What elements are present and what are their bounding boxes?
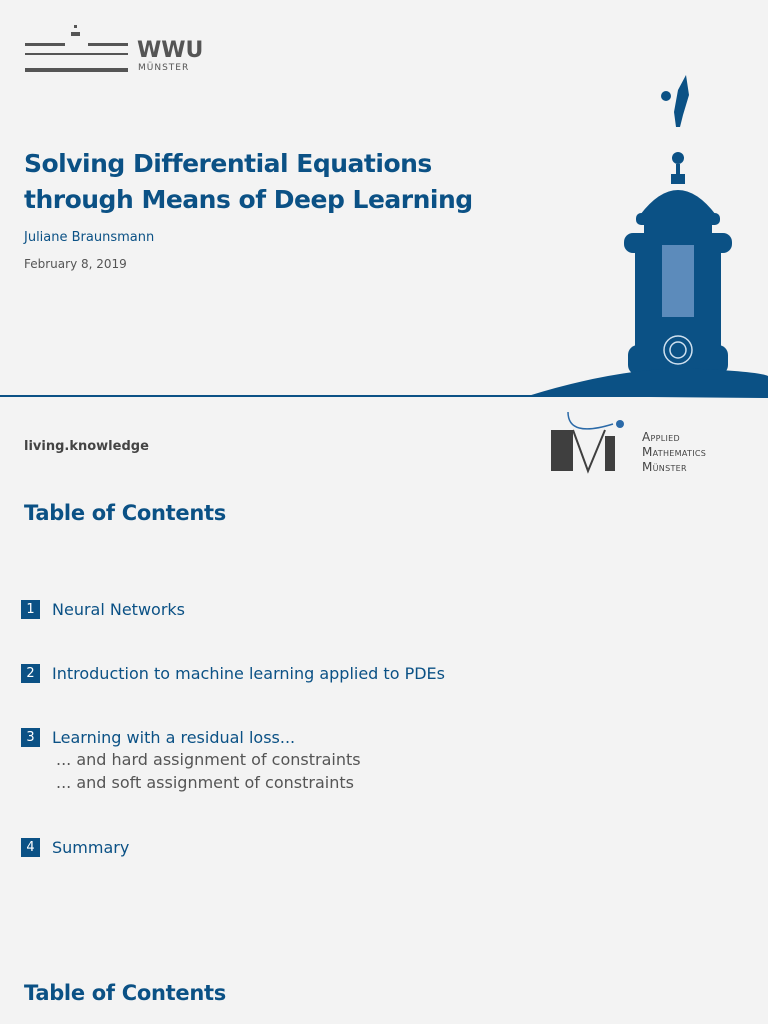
wwu-logo-text: WWU	[137, 38, 204, 63]
toc-item-3[interactable]	[21, 728, 295, 747]
institute-line: Münster	[642, 460, 687, 474]
title-line-1: Solving Differential Equations	[24, 149, 432, 178]
presentation-title	[24, 146, 473, 218]
toc-subitem[interactable]: ... and hard assignment of constraints	[56, 750, 361, 769]
institute-line: Mathematics	[642, 445, 707, 459]
toc-item-label: Introduction to machine learning applied to PDEs	[52, 664, 445, 683]
institute-line: Applied	[642, 430, 680, 444]
toc-item-label: Neural Networks	[52, 600, 186, 619]
section-number: 4	[21, 838, 40, 857]
toc-item-label: Learning with a residual loss...	[52, 728, 296, 747]
date: February 8, 2019	[24, 257, 127, 271]
section-number: 1	[21, 600, 40, 619]
wwu-logo-mark-icon	[24, 22, 134, 74]
section-number: 2	[21, 664, 40, 683]
applied-math-logo-icon	[548, 408, 628, 474]
toc-item-label: Summary	[52, 838, 130, 857]
slide-divider	[0, 395, 768, 397]
toc-item-1[interactable]	[21, 600, 185, 619]
author: Juliane Braunsmann	[24, 230, 155, 245]
section-number: 3	[21, 728, 40, 747]
institute-name	[642, 430, 706, 475]
tower-illustration-icon	[520, 70, 768, 398]
toc-title: Table of Contents	[24, 501, 226, 525]
toc-title-next-slide: Table of Contents	[24, 981, 226, 1005]
toc-item-4[interactable]	[21, 838, 129, 857]
toc-subitem[interactable]: ... and soft assignment of constraints	[56, 773, 354, 792]
title-line-2: through Means of Deep Learning	[24, 185, 473, 214]
wwu-logo-subtext: MÜNSTER	[138, 63, 190, 73]
wwu-logo	[24, 22, 204, 74]
slogan: living.knowledge	[24, 439, 149, 454]
toc-item-2[interactable]	[21, 664, 445, 683]
